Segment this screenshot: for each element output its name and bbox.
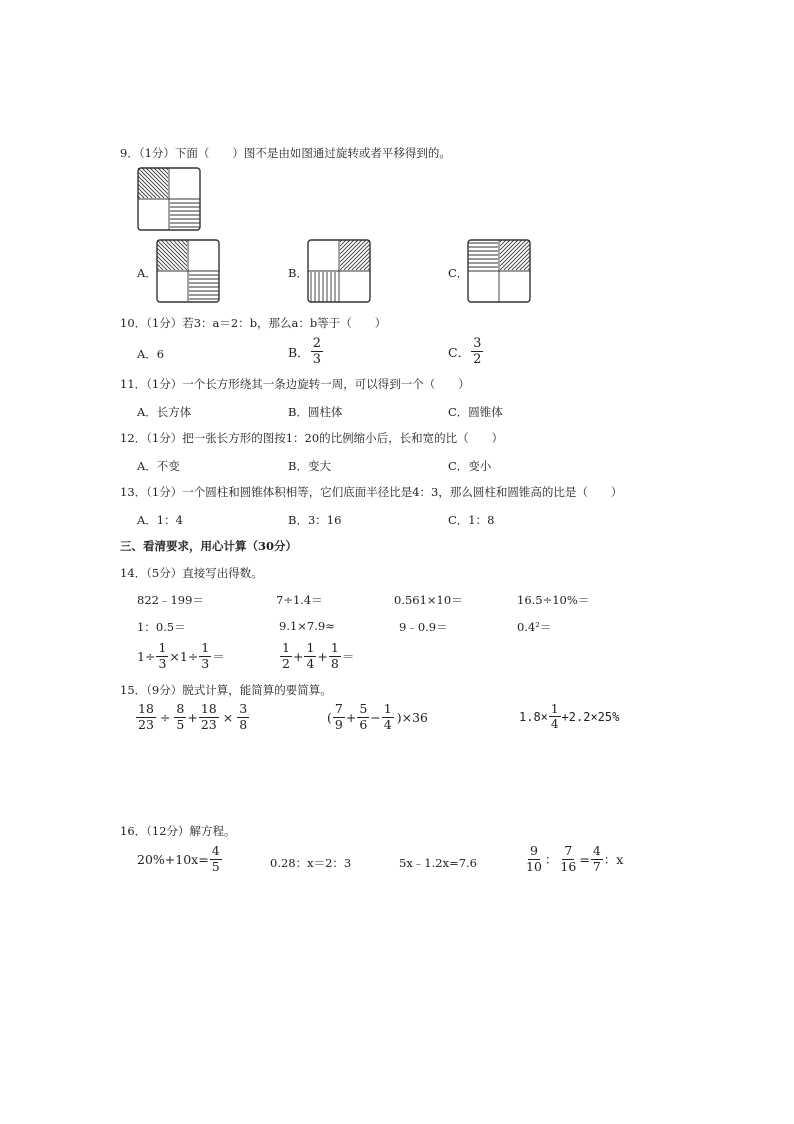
- q14-item-6: 9.1×7.9≈: [279, 619, 335, 633]
- q12-stem: 12．（1分）把一张长方形的图按1：20的比例缩小后，长和宽的比（ ）: [120, 431, 504, 445]
- q9-option-b-figure[interactable]: [307, 239, 371, 303]
- q14-item-1: 822﹣199＝: [137, 593, 204, 607]
- q11-stem: 11．（1分）一个长方形绕其一条边旋转一周，可以得到一个（ ）: [120, 377, 470, 391]
- q13-option-b[interactable]: B．3：16: [288, 513, 342, 527]
- q14-item-3: 0.561×10＝: [394, 593, 463, 607]
- q10-option-a[interactable]: A．6: [137, 347, 165, 361]
- q10-option-b-label: B．: [288, 344, 310, 360]
- q14-item-2: 7÷1.4＝: [276, 593, 323, 607]
- q14-item-4: 16.5÷10%＝: [517, 593, 590, 607]
- q9-reference-figure: [137, 167, 201, 231]
- q10-option-c[interactable]: [448, 337, 484, 366]
- q16-equation-1: 20%+10x= $\frac{4}{5}$: [137, 843, 220, 874]
- q16-stem: 16．（12分）解方程。: [120, 824, 236, 838]
- section-3-title: 三、看清要求，用心计算（30分）: [120, 539, 298, 553]
- q9-option-b-label: B．: [288, 266, 308, 280]
- q15-expression-2: ( $\frac{7}{9}$ + $\frac{5}{6}$ − $\frac{1}{4}$ )×36: [327, 701, 428, 732]
- q12-option-b[interactable]: B．变大: [288, 459, 331, 473]
- q9-stem: 9．（1分）下面（ ）图不是由如图通过旋转或者平移得到的。: [120, 146, 451, 160]
- q12-option-a[interactable]: A．不变: [137, 459, 180, 473]
- q13-stem: 13．（1分）一个圆柱和圆锥体积相等，它们底面半径比是4：3，那么圆柱和圆锥高的比是（ ）: [120, 485, 623, 499]
- q9-option-a-label: A．: [137, 266, 157, 280]
- q9-option-c-label: C．: [448, 266, 469, 280]
- q15-expression-3: 1.8× $\frac{1}{4}$ +2.2×25%: [519, 702, 620, 731]
- q11-option-b[interactable]: B．圆柱体: [288, 405, 343, 419]
- q14-item-7: 9﹣0.9＝: [399, 620, 448, 634]
- q10-stem: 10．（1分）若3：a＝2：b，那么a：b等于（ ）: [120, 316, 387, 330]
- q16-equation-2: 0.28：x＝2：3: [270, 856, 352, 870]
- q14-stem: 14．（5分）直接写出得数。: [120, 566, 263, 580]
- q15-stem: 15．（9分）脱式计算，能简算的要简算。: [120, 683, 332, 697]
- q13-option-a[interactable]: A．1：4: [137, 513, 183, 527]
- q14-item-8: 0.4²＝: [517, 620, 552, 634]
- q10-option-c-fraction: $\frac{3}{2}$: [473, 336, 482, 367]
- q9-option-a-figure[interactable]: [156, 239, 220, 303]
- q10-option-b-fraction: $\frac{2}{3}$: [312, 336, 321, 367]
- q14-item-5: 1：0.5＝: [137, 620, 186, 634]
- q9-option-c-figure[interactable]: [467, 239, 531, 303]
- q16-equation-3: 5x﹣1.2x=7.6: [399, 856, 478, 870]
- q14-item-9: 1÷ $\frac{1}{3}$ ×1÷ $\frac{1}{3}$ ＝: [137, 640, 225, 671]
- q14-item-10: $\frac{1}{2}$ + $\frac{1}{4}$ + $\frac{1}{8}$ ＝: [282, 640, 355, 671]
- q12-option-c[interactable]: C．变小: [448, 459, 492, 473]
- q15-expression-1: $\frac{18}{23}$ ÷ $\frac{8}{5}$ + $\frac{18}{23}$ × $\frac{3}{8}$: [138, 701, 248, 732]
- q11-option-a[interactable]: A．长方体: [137, 405, 192, 419]
- q11-option-c[interactable]: C．圆锥体: [448, 405, 503, 419]
- q10-option-c-label: C．: [448, 344, 471, 360]
- q16-equation-4: $\frac{9}{10}$ ： $\frac{7}{16}$ = $\frac{4}{7}$ ：x: [526, 843, 624, 874]
- q10-option-b[interactable]: [288, 337, 324, 366]
- q13-option-c[interactable]: C．1：8: [448, 513, 495, 527]
